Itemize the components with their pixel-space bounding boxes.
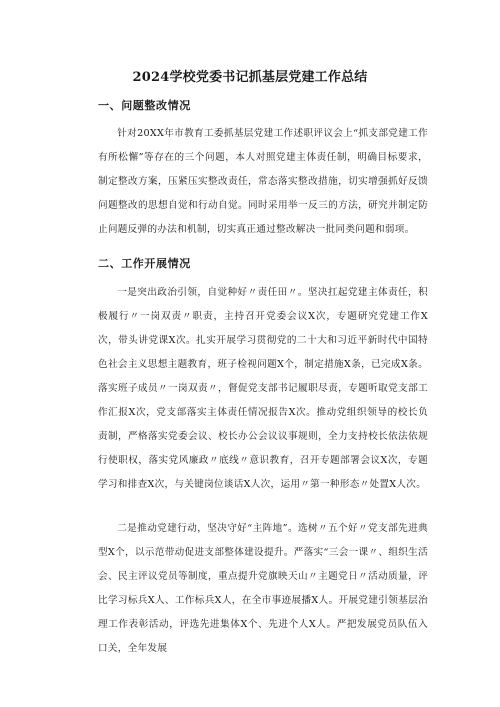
section-heading-work-progress: 二、工作开展情况 [98,257,191,270]
paragraph-party-building-action: 二是推动党建行动，坚决守好“主阵地”。选树〃五个好〃党支部先进典型X个，以示范带动促进支部整体建设提升。严落实“三会一课〃、组织生活会、民主评议党员等制度，重点提升党旗映天山〃主题党日〃活动质量，评比学习标兵X人、工作标兵X人，在全市事迹展播X人。开展党建引领基层治理工作表彰活动，评选先进集体X个、先进个人X人。严把发展党员队伍入口关，全年发展 [98,523,428,654]
document-title: 2024学校党委书记抓基层党建工作总结 [132,70,368,85]
paragraph-problem-rectification: 针对20XX年市教育工委抓基层党建工作述职评议会上“抓支部党建工作有所松懈”等存在的三个问题，本人对照党建主体责任制，明确目标要求，制定整改方案，压紧压实整改责任，常态落实整改措施，切实增强抓好反馈问题整改的思想自觉和行动自觉。同时采用举一反三的方法，研究并制定防止问题反弹的办法和机制，切实真正通过整改解决一批同类问题和弱项。 [98,128,428,235]
section-heading-problem-rectification: 一、问题整改情况 [98,99,191,112]
paragraph-political-leadership: 一是突出政治引领，自觉种好〃责任田〃。坚决扛起党建主体责任，积极履行〃一岗双责〃职责，主持召开党委会议X次，专题研究党建工作X次，带头讲党课X次。扎实开展学习贯彻党的二十大和习近平新时代中国特色社会主义思想主题教育，班子检视问题X个，制定措施X条，已完成X条。落实班子成员〃一岗双责〃，督促党支部书记履职尽责，专题听取党支部工作汇报X次，党支部落实主体责任情况报告X次。推动党组织领导的校长负责制，严格落实党委会议、校长办公会议议事规则，全力支持校长依法依规行使职权，落实党风廉政〃底线〃意识教育，召开专题部署会议X次，专题学习和排查X次，与关键岗位谈话X人次，运用〃第一种形态〃处置X人次。 [98,287,428,490]
